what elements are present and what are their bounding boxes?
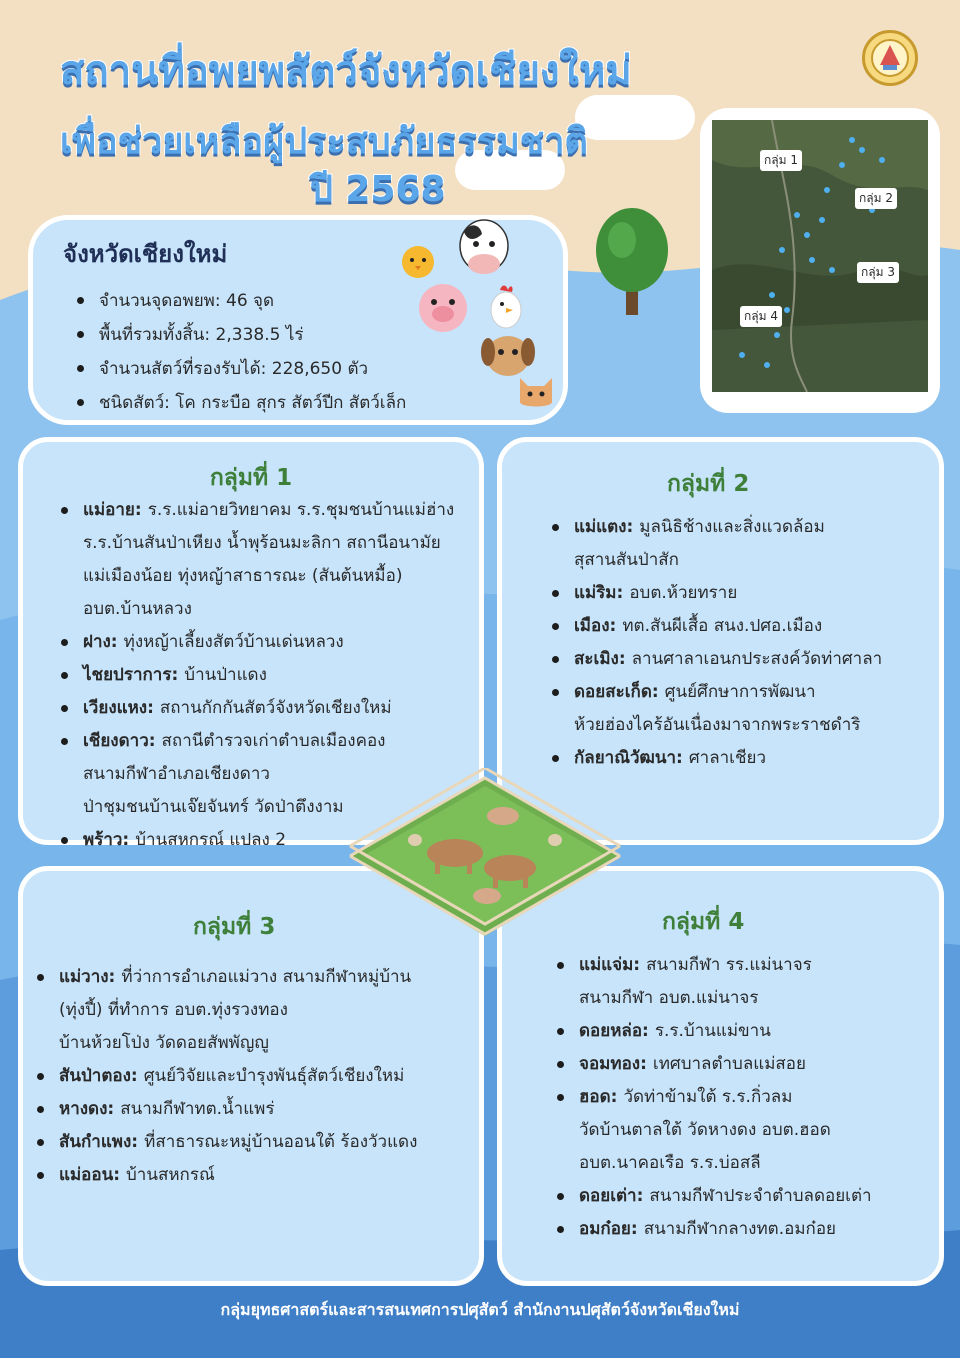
location-text: สนามกีฬาทต.น้ำแพร่ xyxy=(120,1099,275,1119)
district-name: เวียงแหง: xyxy=(83,698,154,718)
group-list xyxy=(557,949,937,1246)
group-title: กลุ่มที่ 2 xyxy=(667,471,750,497)
district-name: เมือง: xyxy=(574,616,617,636)
summary-item: จำนวนจุดอพยพ: 46 จุด xyxy=(77,284,406,318)
emblem-icon xyxy=(865,33,915,83)
location-item xyxy=(557,1180,937,1213)
location-item xyxy=(37,1126,482,1159)
location-text: วัดท่าข้ามใต้ ร.ร.กิ่วลม xyxy=(623,1087,793,1107)
location-item xyxy=(557,949,937,1015)
title-line-2: เพื่อช่วยเหลือผู้ประสบภัยธรรมชาติ xyxy=(60,121,588,162)
district-name: ฝาง: xyxy=(83,632,118,652)
location-item xyxy=(557,1015,937,1048)
chicken-icon xyxy=(486,280,526,330)
location-item xyxy=(37,1093,482,1126)
location-item xyxy=(552,610,942,643)
location-text: อบต.บ้านหลวง xyxy=(83,599,192,619)
location-text: มูลนิธิช้างและสิ่งแวดล้อม xyxy=(639,517,825,537)
district-name: สันกำแพง: xyxy=(59,1132,139,1152)
map-label-group-3: กลุ่ม 3 xyxy=(857,262,899,283)
location-text: สนามกีฬาอำเภอเชียงดาว xyxy=(83,764,270,784)
title-line-3: ปี 2568 xyxy=(310,169,446,210)
district-name: แม่ริม: xyxy=(574,583,624,603)
district-name: ดอยหล่อ: xyxy=(579,1021,649,1041)
location-text: สนามกีฬา รร.แม่นาจร xyxy=(646,955,812,975)
location-item xyxy=(61,494,481,626)
fence-farm-illustration xyxy=(345,768,625,948)
district-name: สันป่าตอง: xyxy=(59,1066,138,1086)
district-name: ฮอด: xyxy=(579,1087,618,1107)
district-name: ดอยเต่า: xyxy=(579,1186,644,1206)
tree-icon xyxy=(592,205,672,320)
location-text: สนามกีฬากลางทต.อมก๋อย xyxy=(643,1219,836,1239)
location-text: ศูนย์ศึกษาการพัฒนา xyxy=(664,682,816,702)
district-name: แม่ออน: xyxy=(59,1165,121,1185)
district-name: หางดง: xyxy=(59,1099,115,1119)
location-item xyxy=(552,511,942,577)
map-label-group-1: กลุ่ม 1 xyxy=(760,150,802,171)
group-title: กลุ่มที่ 4 xyxy=(662,909,745,935)
group-title: กลุ่มที่ 3 xyxy=(193,914,276,940)
title-line-1: สถานที่อพยพสัตว์จังหวัดเชียงใหม่ xyxy=(60,48,632,94)
location-text: (ทุ่งปี้) ที่ทำการ อบต.ทุ่งรวงทอง xyxy=(59,1000,288,1020)
location-text: สถานีตำรวจเก่าตำบลเมืองคอง xyxy=(161,731,386,751)
cat-icon xyxy=(514,368,558,412)
location-text: สุสานสันป่าสัก xyxy=(574,550,679,570)
district-name: พร้าว: xyxy=(83,830,130,850)
location-text: ที่ว่าการอำเภอแม่วาง สนามกีฬาหมู่บ้าน xyxy=(121,967,412,987)
location-text: ห้วยฮ่องไคร้อันเนื่องมาจากพระราชดำริ xyxy=(574,715,861,735)
location-item xyxy=(37,961,482,1060)
location-item xyxy=(37,1159,482,1192)
location-text: ร.ร.บ้านสันป่าเหียง น้ำพุร้อนมะลิกา สถานีอนามัย xyxy=(83,533,441,553)
summary-item: จำนวนสัตว์ที่รองรับได้: 228,650 ตัว xyxy=(77,352,406,386)
map-label-group-4: กลุ่ม 4 xyxy=(740,306,782,327)
location-text: บ้านสหกรณ์ xyxy=(126,1165,215,1185)
location-text: อบต.ห้วยทราย xyxy=(629,583,738,603)
location-text: ทต.สันผีเสื้อ สนง.ปศอ.เมือง xyxy=(622,616,823,636)
chiang-mai-emblem xyxy=(862,30,918,86)
location-text: สถานกักกันสัตว์จังหวัดเชียงใหม่ xyxy=(159,698,392,718)
footer-credit: กลุ่มยุทธศาสตร์และสารสนเทศการปศุสัตว์ สำนักงานปศุสัตว์จังหวัดเชียงใหม่ xyxy=(220,1300,740,1319)
location-item xyxy=(61,626,481,659)
summary-item: พื้นที่รวมทั้งสิ้น: 2,338.5 ไร่ xyxy=(77,318,406,352)
location-item xyxy=(552,577,942,610)
district-name: แม่อาย: xyxy=(83,500,142,520)
district-name: แม่แตง: xyxy=(574,517,634,537)
location-item xyxy=(552,643,942,676)
district-name: กัลยาณิวัฒนา: xyxy=(574,748,683,768)
summary-title: จังหวัดเชียงใหม่ xyxy=(63,240,228,268)
district-name: เชียงดาว: xyxy=(83,731,156,751)
location-text: สนามกีฬา อบต.แม่นาจร xyxy=(579,988,759,1008)
summary-list xyxy=(77,284,406,420)
location-text: ป่าชุมชนบ้านเจ๊ยจันทร์ วัดป่าตึงงาม xyxy=(83,797,344,817)
location-text: ศาลาเชียว xyxy=(688,748,767,768)
map-label-group-2: กลุ่ม 2 xyxy=(855,188,897,209)
group-list xyxy=(552,511,942,775)
district-name: แม่แจ่ม: xyxy=(579,955,641,975)
group-title: กลุ่มที่ 1 xyxy=(209,465,293,491)
location-item xyxy=(557,1081,937,1180)
location-item xyxy=(61,659,481,692)
location-item xyxy=(557,1048,937,1081)
location-text: ที่สาธารณะหมู่บ้านออนใต้ ร้องวัวแดง xyxy=(144,1132,418,1152)
location-item xyxy=(61,692,481,725)
location-text: บ้านป่าแดง xyxy=(184,665,267,685)
district-name: สะเมิง: xyxy=(574,649,626,669)
location-text: ร.ร.แม่อายวิทยาคม ร.ร.ชุมชนบ้านแม่ฮ่าง xyxy=(147,500,455,520)
satellite-map xyxy=(712,120,928,392)
group-list xyxy=(37,961,482,1192)
location-item xyxy=(37,1060,482,1093)
location-text: บ้านห้วยโป่ง วัดดอยสัพพัญญู xyxy=(59,1033,269,1053)
district-name: ดอยสะเก็ด: xyxy=(574,682,659,702)
district-name: อมก๋อย: xyxy=(579,1219,638,1239)
district-name: ไชยปราการ: xyxy=(83,665,179,685)
cow-icon xyxy=(452,212,516,280)
summary-item: ชนิดสัตว์: โค กระบือ สุกร สัตว์ปีก สัตว์เล็ก xyxy=(77,386,406,420)
location-text: ร.ร.บ้านแม่ขาน xyxy=(654,1021,771,1041)
location-item xyxy=(557,1213,937,1246)
map-panel xyxy=(700,108,940,413)
location-text: ทุ่งหญ้าเลี้ยงสัตว์บ้านเด่นหลวง xyxy=(123,632,344,652)
location-item xyxy=(552,676,942,742)
location-text: บ้านสหกรณ์ แปลง 2 xyxy=(135,830,287,850)
location-text: วัดบ้านตาลใต้ วัดหางดง อบต.ฮอด xyxy=(579,1120,831,1140)
location-text: เทศบาลตำบลแม่สอย xyxy=(652,1054,806,1074)
location-text: ลานศาลาเอนกประสงค์วัดท่าศาลา xyxy=(631,649,883,669)
map-terrain xyxy=(712,120,928,392)
location-text: ศูนย์วิจัยและบำรุงพันธุ์สัตว์เชียงใหม่ xyxy=(143,1066,405,1086)
location-text: อบต.นาคอเรือ ร.ร.บ่อสลี xyxy=(579,1153,761,1173)
pig-icon xyxy=(414,278,472,336)
district-name: แม่วาง: xyxy=(59,967,116,987)
location-text: แม่เมืองน้อย ทุ่งหญ้าสาธารณะ (สันต้นหมื้อ) xyxy=(83,566,403,586)
chick-icon xyxy=(398,240,438,280)
location-text: สนามกีฬาประจำตำบลดอยเต่า xyxy=(649,1186,872,1206)
district-name: จอมทอง: xyxy=(579,1054,647,1074)
